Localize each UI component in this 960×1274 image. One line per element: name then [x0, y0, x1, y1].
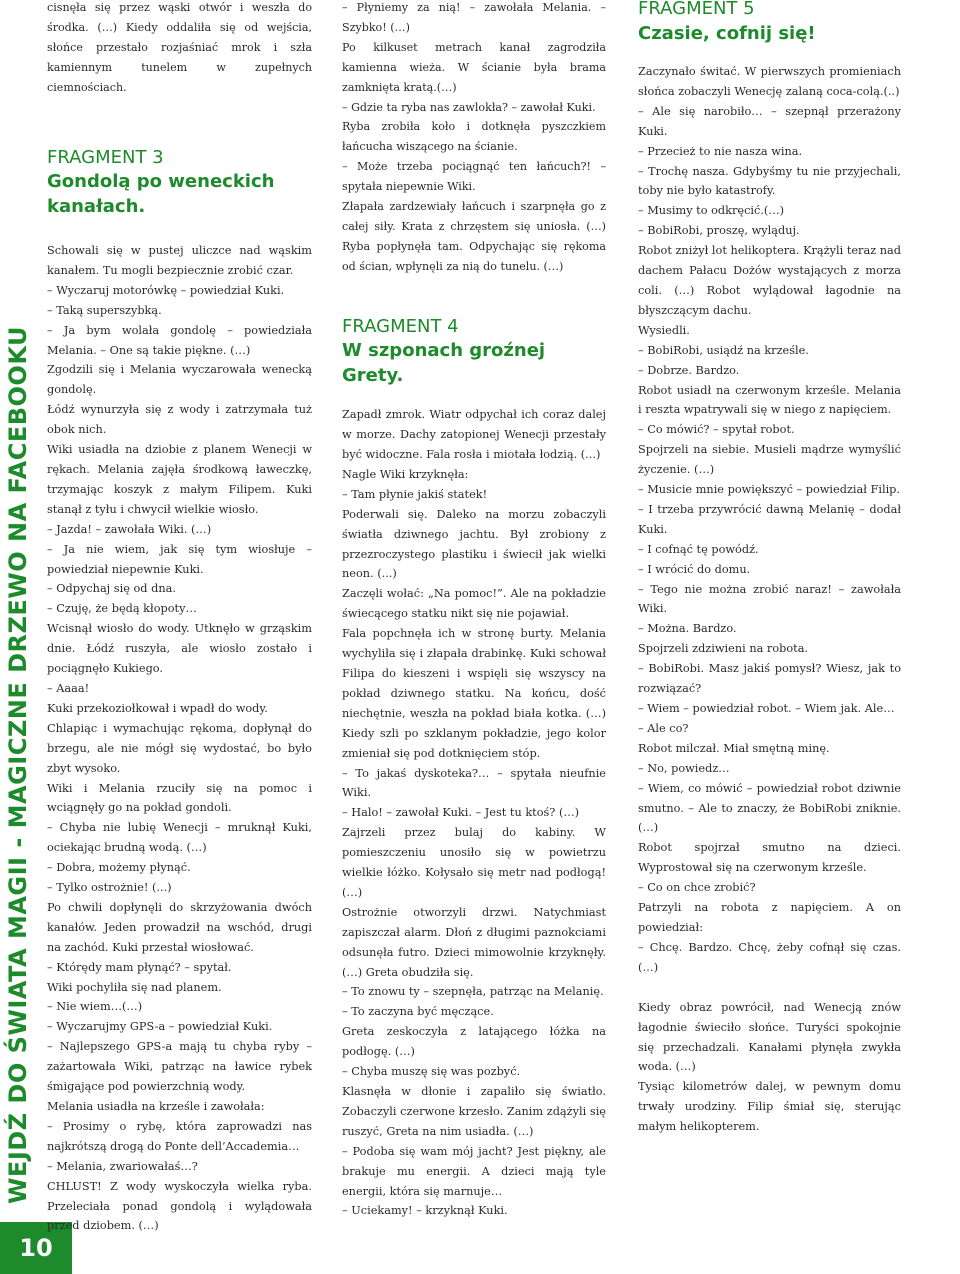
paragraph: Schowali się w pustej uliczce nad wąskim kanałem. Tu mogli bezpiecznie zrobić czar.	[47, 244, 312, 277]
paragraph: – Chyba muszę się was pozbyć.	[342, 1065, 521, 1079]
paragraph: cisnęła się przez wąski otwór i weszła do środka. (…) Kiedy oddaliła się od wejścia, słońce przestało rozjaśniać mrok i szła kamiennym tunelem w zupełnych ciemnościach.	[47, 1, 312, 94]
paragraph: – Czuję, że będą kłopoty…	[47, 602, 197, 616]
paragraph-group-fragment-5	[638, 62, 901, 978]
fragment-4-number: FRAGMENT 4	[342, 315, 459, 337]
paragraph: Ryba zrobiła koło i dotknęła pyszczkiem łańcucha wiszącego na ścianie.	[342, 120, 606, 154]
paragraph-group-continuation	[342, 0, 606, 277]
paragraph: – No, powiedz…	[638, 761, 730, 775]
paragraph: Tysiąc kilometrów dalej, w pewnym domu trwały urodziny. Filip śmiał się, sterując małym helikopterem.	[638, 1080, 901, 1134]
paragraph: – Co on chce zrobić?	[638, 881, 756, 895]
paragraph: – BobiRobi, proszę, wyląduj.	[638, 224, 800, 238]
paragraph: – Ja bym wolała gondolę – powiedziała Melania. – One są takie piękne. (…)	[47, 323, 312, 357]
paragraph: Po kilkuset metrach kanał zagrodziła kamienna wieża. W ścianie była brama zamknięta kratą.(…)	[342, 40, 606, 94]
paragraph: Zaczynało świtać. W pierwszych promieniach słońca zobaczyli Wenecję zalaną coca-colą.(..)	[638, 65, 901, 98]
paragraph: Wcisnął wiosło do wody. Utknęło w grząskim dnie. Łódź ruszyła, ale wiosło zostało i pociągnęło Kukiego.	[47, 622, 312, 676]
paragraph-group-intro	[47, 0, 312, 98]
fragment-5-title: Czasie, cofnij się!	[638, 22, 816, 44]
paragraph: Wysiedli.	[638, 323, 690, 337]
fragment-4-heading	[342, 315, 606, 389]
paragraph: Kuki przekoziołkował i wpadł do wody.	[47, 701, 268, 715]
paragraph: Łódź wynurzyła się z wody i zatrzymała tuż obok nich.	[47, 403, 312, 437]
paragraph: – Którędy mam płynąć? – spytał.	[47, 960, 232, 974]
paragraph: Zapadł zmrok. Wiatr odpychał ich coraz dalej w morze. Dachy zatopionej Wenecji przestały być widoczne. Fala rosła i miotała łodzią. (...)	[342, 408, 606, 461]
paragraph: Fala popchnęła ich w stronę burty. Melania wychyliła się i złapała drabinkę. Kuki schował Filipa do kieszeni i wspięli się wszyscy na pokład dziwnego statku. Na końcu, dość niechętnie, weszła na pokład biała kotka. (…) Kiedy szli po szklanym pokładzie, jego kolor zmieniał się pod dotknięciem stóp.	[342, 627, 606, 760]
paragraph: Klasnęła w dłonie i zapaliło się światło. Zobaczyli czerwone krzesło. Zanim zdążyli się ruszyć, Greta na nim usiadła. (…)	[342, 1085, 606, 1138]
paragraph: – Taką superszybką.	[47, 303, 162, 317]
paragraph: – BobiRobi, usiądź na krześle.	[638, 343, 809, 357]
paragraph: Poderwali się. Daleko na morzu zobaczyli światła dziwnego jachtu. Był zrobiony z przezroczystego plastiku i świecił jak wielki neon. (...)	[342, 507, 606, 581]
paragraph: Spojrzeli zdziwieni na robota.	[638, 642, 809, 656]
paragraph: – Tam płynie jakiś statek!	[342, 487, 488, 501]
paragraph: – BobiRobi. Masz jakiś pomysł? Wiesz, jak to rozwiązać?	[638, 662, 901, 696]
paragraph: – Musicie mnie powiększyć – powiedział Filip.	[638, 483, 901, 497]
paragraph: Ostrożnie otworzyli drzwi. Natychmiast zapiszczał alarm. Dłoń z długimi paznokciami odsunęła futro. Dzieci mimowolnie krzyknęły. (…) Greta obudziła się.	[342, 905, 606, 979]
fragment-5-number: FRAGMENT 5	[638, 0, 755, 19]
paragraph: – Melania, zwariowałaś…?	[47, 1159, 198, 1173]
paragraph: – Można. Bardzo.	[638, 622, 737, 636]
paragraph: – I wrócić do domu.	[638, 562, 751, 576]
series-title-text: WEJDŹ DO ŚWIATA MAGII - MAGICZNE DRZEWO NA FACEBOOKU	[4, 325, 32, 1204]
paragraph: Zajrzeli przez bulaj do kabiny. W pomieszczeniu unosiło się w powietrzu wielkie łóżko. Kołysało się metr nad podłogą! (…)	[342, 826, 606, 899]
paragraph: – Ale się narobiło… – szepnął przerażony Kuki.	[638, 104, 901, 138]
paragraph: Robot spojrzał smutno na dzieci. Wyprostował się na czerwonym krześle.	[638, 841, 901, 875]
paragraph-group-fragment-3	[47, 241, 312, 1236]
paragraph: – Uciekamy! – krzyknął Kuki.	[342, 1204, 508, 1218]
paragraph-group-ending	[638, 998, 901, 1137]
paragraph: – Nie wiem…(…)	[47, 1000, 143, 1014]
paragraph: – Podoba się wam mój jacht? Jest piękny, ale brakuje mu energii. A dzieci mają tyle energii, która się marnuje…	[342, 1144, 606, 1198]
paragraph: Chlapiąc i wymachując rękoma, dopłynął do brzegu, ale nie mógł się wydostać, bo było zbyt wysoko.	[47, 721, 312, 775]
paragraph: – Odpychaj się od dna.	[47, 582, 176, 596]
fragment-4-title: W szponach groźnej Grety.	[342, 340, 546, 386]
paragraph: – Musimy to odkręcić.(…)	[638, 204, 785, 218]
paragraph: – Trochę nasza. Gdybyśmy tu nie przyjechali, toby nie było katastrofy.	[638, 164, 901, 198]
fragment-3-heading	[47, 146, 312, 220]
paragraph: Robot zniżył lot helikoptera. Krążyli teraz nad dachem Pałacu Dożów wystających z morza coli. (…) Robot wylądował łagodnie na błyszczącym dachu.	[638, 244, 901, 317]
paragraph: – Może trzeba pociągnąć ten łańcuch?! – spytała niepewnie Wiki.	[342, 160, 606, 194]
paragraph: Greta zeskoczyła z latającego łóżka na podłogę. (…)	[342, 1025, 606, 1059]
paragraph: – Gdzie ta ryba nas zawlokła? – zawołał Kuki.	[342, 100, 596, 114]
paragraph: – Ale co?	[638, 721, 689, 735]
paragraph: Po chwili dopłynęli do skrzyżowania dwóch kanałów. Jeden prowadził na wschód, drugi na zachód. Kuki przestał wiosłować.	[47, 900, 312, 954]
paragraph: – Wiem, co mówić – powiedział robot dziwnie smutno. – Ale to znaczy, że BobiRobi zniknie. (…)	[638, 781, 901, 835]
paragraph: – Tego nie można zrobić naraz! – zawołała Wiki.	[638, 582, 901, 616]
text-column-1	[47, 0, 312, 1236]
paragraph: Zgodzili się i Melania wyczarowała wenecką gondolę.	[47, 363, 312, 397]
paragraph: – Halo! – zawołał Kuki. – Jest tu ktoś? (…)	[342, 806, 580, 820]
paragraph: Nagle Wiki krzyknęła:	[342, 467, 469, 481]
paragraph: – To znowu ty – szepnęła, patrząc na Melanię.	[342, 985, 604, 999]
paragraph: Patrzyli na robota z napięciem. A on powiedział:	[638, 901, 901, 934]
paragraph: – Aaaa!	[47, 681, 90, 695]
paragraph: – Najlepszego GPS-a mają tu chyba ryby – zażartowała Wiki, patrząc na ławice rybek śmigające pod powierzchnią wody.	[47, 1040, 312, 1094]
text-column-2	[342, 0, 606, 1221]
paragraph: Złapała zardzewiały łańcuch i szarpnęła go z całej siły. Krata z chrzęstem się uniosła. (…) Ryba popłynęła tam. Odpychając się rękoma od ścian, wpłynęli za nią do tunelu. (…)	[342, 200, 606, 273]
paragraph: – Co mówić? – spytał robot.	[638, 423, 795, 437]
paragraph: – Przecież to nie nasza wina.	[638, 144, 803, 158]
paragraph: – To zaczyna być męczące.	[342, 1005, 494, 1019]
paragraph: Wiki usiadła na dziobie z planem Wenecji w rękach. Melania zajęła środkową ławeczkę, trzymając koszyk z małym Filipem. Kuki stanął z tyłu i chwycił wielkie wiosło.	[47, 443, 312, 516]
paragraph: Wiki pochyliła się nad planem.	[47, 980, 222, 994]
paragraph: – Jazda! – zawołała Wiki. (…)	[47, 522, 212, 536]
paragraph: Melania usiadła na krześle i zawołała:	[47, 1100, 265, 1113]
paragraph: Kiedy obraz powrócił, nad Wenecją znów łagodnie świeciło słońce. Turyści spokojnie się przechadzali. Kanałami płynęła zwykła woda. (…)	[638, 1000, 901, 1074]
paragraph: Zaczęli wołać: „Na pomoc!”. Ale na pokładzie świecącego statku nikt się nie pojawiał.	[342, 587, 606, 621]
paragraph: – Wyczaruj motorówkę – powiedział Kuki.	[47, 283, 285, 297]
paragraph: – I trzeba przywrócić dawną Melanię – dodał Kuki.	[638, 502, 901, 536]
paragraph: Spojrzeli na siebie. Musieli mądrze wymyślić życzenie. (…)	[638, 443, 901, 477]
paragraph: – Wyczarujmy GPS-a – powiedział Kuki.	[47, 1020, 273, 1034]
paragraph: – Dobrze. Bardzo.	[638, 363, 740, 377]
paragraph: Robot milczał. Miał smętną minę.	[638, 741, 830, 755]
fragment-5-heading	[638, 0, 901, 46]
paragraph: – Tylko ostrożnie! (...)	[47, 881, 172, 895]
paragraph: – Chcę. Bardzo. Chcę, żeby cofnął się czas. (…)	[638, 940, 901, 974]
paragraph-group-fragment-4	[342, 405, 606, 1221]
vertical-series-title	[0, 0, 36, 1210]
paragraph: – Chyba nie lubię Wenecji – mruknął Kuki, ociekając brudną wodą. (…)	[47, 821, 312, 855]
paragraph: – I cofnąć tę powódź.	[638, 542, 759, 556]
fragment-3-number: FRAGMENT 3	[47, 146, 164, 168]
page-number: 10	[19, 1234, 53, 1262]
paragraph: – To jakaś dyskoteka?… – spytała nieufnie Wiki.	[342, 766, 606, 800]
fragment-3-title: Gondolą po weneckich kanałach.	[47, 171, 275, 217]
paragraph: CHLUST! Z wody wyskoczyła wielka ryba. Przeleciała ponad gondolą i wylądowała przed dziobem. (…)	[47, 1179, 312, 1233]
paragraph: – Ja nie wiem, jak się tym wiosłuje – powiedział niepewnie Kuki.	[47, 542, 312, 576]
text-column-3	[638, 0, 901, 1137]
paragraph: – Dobra, możemy płynąć.	[47, 861, 191, 875]
paragraph: – Wiem – powiedział robot. – Wiem jak. Ale…	[638, 702, 895, 715]
paragraph: Wiki i Melania rzuciły się na pomoc i wciągnęły go na pokład gondoli.	[47, 781, 312, 815]
paragraph: Robot usiadł na czerwonym krześle. Melania i reszta wpatrywali się w niego z napięciem.	[638, 383, 901, 417]
paragraph: – Prosimy o rybę, która zaprowadzi nas najkrótszą drogą do Ponte dell’Accademia…	[47, 1119, 312, 1153]
paragraph: – Płyniemy za nią! – zawołała Melania. – Szybko! (…)	[342, 1, 606, 34]
